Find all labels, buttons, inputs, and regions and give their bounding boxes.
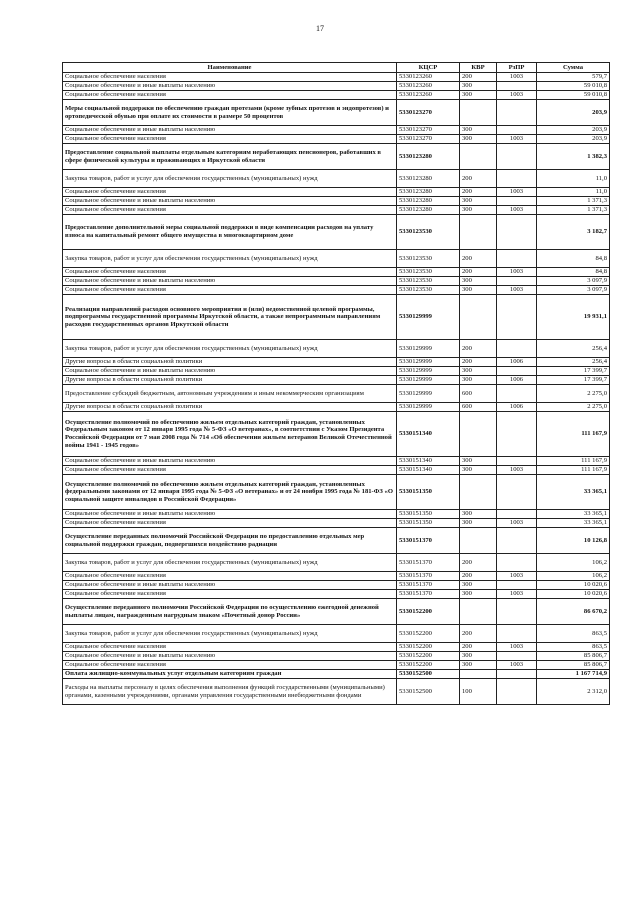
table-row <box>63 268 610 277</box>
cell-rzpr <box>497 599 537 625</box>
cell-sum: 10 126,8 <box>537 528 610 554</box>
table-row <box>63 376 610 385</box>
cell-kvr <box>460 475 497 510</box>
cell-name: Социальное обеспечение населения <box>63 590 397 599</box>
cell-rzpr: 1003 <box>497 643 537 652</box>
cell-kvr: 200 <box>460 188 497 197</box>
cell-rzpr: 1006 <box>497 358 537 367</box>
cell-kcsr: 5330123530 <box>397 286 460 295</box>
cell-kvr: 300 <box>460 82 497 91</box>
cell-kvr: 200 <box>460 625 497 643</box>
cell-name: Социальное обеспечение населения <box>63 206 397 215</box>
cell-rzpr <box>497 126 537 135</box>
cell-kvr: 300 <box>460 661 497 670</box>
header-rzpr: РзПР <box>497 63 537 73</box>
cell-sum: 85 806,7 <box>537 652 610 661</box>
cell-kcsr: 5330123270 <box>397 135 460 144</box>
cell-name: Социальное обеспечение и иные выплаты населению <box>63 126 397 135</box>
cell-kvr: 300 <box>460 457 497 466</box>
table-row <box>63 197 610 206</box>
cell-name: Закупка товаров, работ и услуг для обеспечения государственных (муниципальных) нужд <box>63 625 397 643</box>
cell-rzpr <box>497 475 537 510</box>
cell-rzpr: 1003 <box>497 661 537 670</box>
cell-sum: 863,5 <box>537 643 610 652</box>
cell-rzpr: 1003 <box>497 590 537 599</box>
cell-kvr: 300 <box>460 510 497 519</box>
cell-name: Социальное обеспечение и иные выплаты населению <box>63 457 397 466</box>
cell-sum: 111 167,9 <box>537 466 610 475</box>
table-row <box>63 510 610 519</box>
table-row <box>63 144 610 170</box>
cell-rzpr <box>497 250 537 268</box>
cell-sum: 10 020,6 <box>537 590 610 599</box>
cell-sum: 11,0 <box>537 170 610 188</box>
cell-kcsr: 5330123260 <box>397 82 460 91</box>
cell-kvr: 200 <box>460 170 497 188</box>
cell-name: Осуществление полномочий по обеспечению жильем отдельных категорий граждан, установленных федеральными законами от 12 января 1995 года № 5-ФЗ «О ветеранах» и от 24 ноября 1995 года № 181-ФЗ «О социальной защите инвалидов в Российской Федерации» <box>63 475 397 510</box>
table-row <box>63 412 610 457</box>
cell-kvr: 300 <box>460 126 497 135</box>
table-row <box>63 528 610 554</box>
cell-kcsr: 5330152200 <box>397 643 460 652</box>
cell-kvr: 200 <box>460 340 497 358</box>
table-row <box>63 643 610 652</box>
cell-rzpr <box>497 367 537 376</box>
cell-sum: 863,5 <box>537 625 610 643</box>
cell-name: Меры социальной поддержки по обеспечению граждан протезами (кроме зубных протезов и эндопротезов) и ортопедической обувью при оплате их стоимости в размере 50 процентов <box>63 100 397 126</box>
cell-kcsr: 5330151340 <box>397 457 460 466</box>
cell-kvr: 200 <box>460 268 497 277</box>
cell-sum: 106,2 <box>537 572 610 581</box>
cell-name: Социальное обеспечение населения <box>63 135 397 144</box>
cell-kvr: 300 <box>460 519 497 528</box>
cell-kvr: 300 <box>460 581 497 590</box>
cell-kvr: 200 <box>460 572 497 581</box>
cell-rzpr: 1006 <box>497 376 537 385</box>
table-row <box>63 126 610 135</box>
cell-kvr <box>460 215 497 250</box>
cell-rzpr <box>497 625 537 643</box>
cell-sum: 86 670,2 <box>537 599 610 625</box>
table-row <box>63 652 610 661</box>
cell-sum: 2 275,0 <box>537 385 610 403</box>
table-row <box>63 385 610 403</box>
cell-kcsr: 5330129999 <box>397 367 460 376</box>
cell-sum: 33 365,1 <box>537 510 610 519</box>
header-kvr: КВР <box>460 63 497 73</box>
cell-kcsr: 5330151370 <box>397 590 460 599</box>
cell-name: Закупка товаров, работ и услуг для обеспечения государственных (муниципальных) нужд <box>63 250 397 268</box>
cell-rzpr: 1003 <box>497 519 537 528</box>
table-header-row <box>63 63 610 73</box>
cell-rzpr <box>497 670 537 679</box>
cell-rzpr <box>497 295 537 340</box>
cell-sum: 203,9 <box>537 135 610 144</box>
cell-name: Закупка товаров, работ и услуг для обеспечения государственных (муниципальных) нужд <box>63 340 397 358</box>
cell-name: Предоставление субсидий бюджетным, автономным учреждениям и иным некоммерческим организациям <box>63 385 397 403</box>
cell-name: Реализация направлений расходов основного мероприятия и (или) ведомственной целевой программы, подпрограммы государственной программы Иркутской области, а также непрограммным направлениям расходов государственных органов Иркутской области <box>63 295 397 340</box>
table-row <box>63 625 610 643</box>
table-row <box>63 250 610 268</box>
table-row <box>63 286 610 295</box>
cell-kcsr: 5330123530 <box>397 215 460 250</box>
table-row <box>63 519 610 528</box>
cell-kcsr: 5330123280 <box>397 144 460 170</box>
table-row <box>63 215 610 250</box>
table-row <box>63 82 610 91</box>
table-row <box>63 661 610 670</box>
table-row <box>63 599 610 625</box>
cell-kvr <box>460 599 497 625</box>
table-row <box>63 73 610 82</box>
cell-rzpr: 1003 <box>497 188 537 197</box>
cell-rzpr <box>497 652 537 661</box>
cell-kvr <box>460 100 497 126</box>
cell-sum: 256,4 <box>537 358 610 367</box>
table-row <box>63 170 610 188</box>
cell-kcsr: 5330123260 <box>397 91 460 100</box>
cell-kvr <box>460 528 497 554</box>
cell-name: Социальное обеспечение населения <box>63 643 397 652</box>
cell-kcsr: 5330151370 <box>397 554 460 572</box>
cell-kvr: 600 <box>460 385 497 403</box>
cell-kcsr: 5330152500 <box>397 679 460 705</box>
cell-kcsr: 5330123280 <box>397 206 460 215</box>
cell-sum: 106,2 <box>537 554 610 572</box>
cell-rzpr <box>497 197 537 206</box>
cell-kvr <box>460 144 497 170</box>
cell-name: Осуществление полномочий по обеспечению жильем отдельных категорий граждан, установленных Федеральным законом от 12 января 1995 года № 5-ФЗ «О ветеранах», в соответствии с Указом Президента Российской Федерации от 7 мая 2008 года № 714 «Об обеспечении жильем ветеранов Великой Отечественной войны 1941 - 1945 годов» <box>63 412 397 457</box>
cell-sum: 203,9 <box>537 126 610 135</box>
cell-sum: 59 010,8 <box>537 82 610 91</box>
cell-kcsr: 5330123280 <box>397 188 460 197</box>
cell-name: Закупка товаров, работ и услуг для обеспечения государственных (муниципальных) нужд <box>63 170 397 188</box>
cell-kcsr: 5330151350 <box>397 475 460 510</box>
cell-kcsr: 5330152500 <box>397 670 460 679</box>
cell-kvr: 200 <box>460 250 497 268</box>
cell-rzpr: 1003 <box>497 135 537 144</box>
cell-kvr: 200 <box>460 358 497 367</box>
table-row <box>63 277 610 286</box>
cell-kcsr: 5330151370 <box>397 581 460 590</box>
cell-kvr: 100 <box>460 679 497 705</box>
cell-kvr: 300 <box>460 466 497 475</box>
cell-kcsr: 5330129999 <box>397 340 460 358</box>
cell-sum: 33 365,1 <box>537 519 610 528</box>
cell-name: Осуществление переданных полномочий Российской Федерации по предоставлению отдельных мер социальной поддержки граждан, подвергшихся воздействию радиации <box>63 528 397 554</box>
table-row <box>63 135 610 144</box>
cell-kcsr: 5330151340 <box>397 466 460 475</box>
cell-kvr: 300 <box>460 135 497 144</box>
cell-rzpr: 1006 <box>497 403 537 412</box>
table-row <box>63 188 610 197</box>
header-name: Наименование <box>63 63 397 73</box>
cell-name: Социальное обеспечение населения <box>63 661 397 670</box>
table-row <box>63 670 610 679</box>
cell-kvr: 300 <box>460 91 497 100</box>
cell-name: Социальное обеспечение населения <box>63 286 397 295</box>
cell-kvr: 300 <box>460 376 497 385</box>
cell-rzpr <box>497 528 537 554</box>
cell-rzpr: 1003 <box>497 466 537 475</box>
cell-rzpr: 1003 <box>497 73 537 82</box>
cell-kvr: 300 <box>460 206 497 215</box>
cell-sum: 19 931,1 <box>537 295 610 340</box>
header-sum: Сумма <box>537 63 610 73</box>
cell-name: Социальное обеспечение и иные выплаты населению <box>63 367 397 376</box>
cell-kcsr: 5330129999 <box>397 358 460 367</box>
cell-rzpr: 1003 <box>497 572 537 581</box>
table-row <box>63 340 610 358</box>
header-kcsr: КЦСР <box>397 63 460 73</box>
table-row <box>63 590 610 599</box>
cell-name: Оплата жилищно-коммунальных услуг отдельным категориям граждан <box>63 670 397 679</box>
cell-sum: 1 167 714,9 <box>537 670 610 679</box>
cell-name: Другие вопросы в области социальной политики <box>63 376 397 385</box>
cell-kcsr: 5330152200 <box>397 599 460 625</box>
cell-kvr: 600 <box>460 403 497 412</box>
cell-sum: 1 371,3 <box>537 197 610 206</box>
table-row <box>63 100 610 126</box>
cell-sum: 2 312,0 <box>537 679 610 705</box>
cell-kcsr: 5330152200 <box>397 625 460 643</box>
cell-name: Предоставление дополнительной меры социальной поддержки в виде компенсации расходов на уплату взноса на капитальный ремонт общего имущества в многоквартирном доме <box>63 215 397 250</box>
cell-kcsr: 5330123270 <box>397 126 460 135</box>
cell-kcsr: 5330151370 <box>397 572 460 581</box>
table-row <box>63 457 610 466</box>
table-row <box>63 91 610 100</box>
cell-sum: 17 399,7 <box>537 376 610 385</box>
table-row <box>63 403 610 412</box>
cell-kvr: 200 <box>460 554 497 572</box>
page-number: 17 <box>316 24 324 33</box>
cell-kcsr: 5330151370 <box>397 528 460 554</box>
table-row <box>63 358 610 367</box>
cell-rzpr <box>497 277 537 286</box>
cell-sum: 17 399,7 <box>537 367 610 376</box>
cell-kvr: 300 <box>460 286 497 295</box>
cell-sum: 10 020,6 <box>537 581 610 590</box>
budget-table <box>62 62 610 705</box>
cell-rzpr <box>497 412 537 457</box>
cell-rzpr <box>497 457 537 466</box>
table-row <box>63 295 610 340</box>
cell-kcsr: 5330129999 <box>397 403 460 412</box>
cell-name: Осуществление переданного полномочия Российской Федерации по осуществлению ежегодной денежной выплаты лицам, награжденным нагрудным знаком «Почетный донор России» <box>63 599 397 625</box>
cell-kcsr: 5330129999 <box>397 295 460 340</box>
cell-name: Другие вопросы в области социальной политики <box>63 358 397 367</box>
cell-name: Социальное обеспечение населения <box>63 572 397 581</box>
cell-kcsr: 5330123260 <box>397 73 460 82</box>
cell-name: Социальное обеспечение населения <box>63 73 397 82</box>
cell-kcsr: 5330123530 <box>397 277 460 286</box>
cell-sum: 33 365,1 <box>537 475 610 510</box>
cell-rzpr: 1003 <box>497 91 537 100</box>
table-row <box>63 475 610 510</box>
cell-rzpr <box>497 581 537 590</box>
cell-name: Другие вопросы в области социальной политики <box>63 403 397 412</box>
cell-sum: 203,9 <box>537 100 610 126</box>
cell-rzpr <box>497 510 537 519</box>
cell-kvr <box>460 412 497 457</box>
cell-kvr: 200 <box>460 643 497 652</box>
table-body <box>63 73 610 705</box>
cell-kcsr: 5330123270 <box>397 100 460 126</box>
cell-rzpr <box>497 679 537 705</box>
table-row <box>63 581 610 590</box>
cell-name: Социальное обеспечение населения <box>63 91 397 100</box>
cell-sum: 3 182,7 <box>537 215 610 250</box>
cell-kvr <box>460 670 497 679</box>
cell-name: Социальное обеспечение и иные выплаты населению <box>63 581 397 590</box>
cell-sum: 256,4 <box>537 340 610 358</box>
cell-sum: 1 371,3 <box>537 206 610 215</box>
cell-rzpr <box>497 144 537 170</box>
cell-rzpr <box>497 554 537 572</box>
cell-name: Социальное обеспечение и иные выплаты населению <box>63 197 397 206</box>
cell-rzpr: 1003 <box>497 268 537 277</box>
cell-kcsr: 5330151340 <box>397 412 460 457</box>
cell-kcsr: 5330123530 <box>397 250 460 268</box>
cell-sum: 111 167,9 <box>537 412 610 457</box>
cell-name: Социальное обеспечение населения <box>63 466 397 475</box>
cell-name: Социальное обеспечение и иные выплаты населению <box>63 277 397 286</box>
cell-name: Социальное обеспечение и иные выплаты населению <box>63 82 397 91</box>
cell-kcsr: 5330151350 <box>397 510 460 519</box>
cell-kcsr: 5330152200 <box>397 652 460 661</box>
cell-kcsr: 5330123530 <box>397 268 460 277</box>
cell-kcsr: 5330123280 <box>397 170 460 188</box>
table-row <box>63 466 610 475</box>
cell-kvr: 200 <box>460 73 497 82</box>
cell-sum: 579,7 <box>537 73 610 82</box>
cell-kvr: 300 <box>460 367 497 376</box>
cell-sum: 84,8 <box>537 250 610 268</box>
table-row <box>63 679 610 705</box>
cell-kcsr: 5330129999 <box>397 376 460 385</box>
cell-kvr: 300 <box>460 277 497 286</box>
cell-kcsr: 5330123280 <box>397 197 460 206</box>
cell-sum: 3 097,9 <box>537 277 610 286</box>
cell-rzpr <box>497 100 537 126</box>
cell-kvr <box>460 295 497 340</box>
cell-kcsr: 5330151350 <box>397 519 460 528</box>
cell-sum: 84,8 <box>537 268 610 277</box>
table-row <box>63 572 610 581</box>
cell-kcsr: 5330129999 <box>397 385 460 403</box>
cell-rzpr <box>497 340 537 358</box>
cell-sum: 3 097,9 <box>537 286 610 295</box>
cell-rzpr <box>497 215 537 250</box>
cell-rzpr: 1003 <box>497 286 537 295</box>
cell-kvr: 300 <box>460 590 497 599</box>
cell-sum: 85 806,7 <box>537 661 610 670</box>
cell-rzpr <box>497 82 537 91</box>
table-row <box>63 554 610 572</box>
cell-name: Расходы на выплаты персоналу в целях обеспечения выполнения функций государственными (муниципальными) органами, казенными учреждениями, органами управления государственными внебюджетными фондами <box>63 679 397 705</box>
cell-kcsr: 5330152200 <box>397 661 460 670</box>
cell-kvr: 300 <box>460 652 497 661</box>
cell-rzpr <box>497 170 537 188</box>
cell-name: Социальное обеспечение населения <box>63 519 397 528</box>
cell-name: Социальное обеспечение и иные выплаты населению <box>63 510 397 519</box>
cell-sum: 111 167,9 <box>537 457 610 466</box>
cell-name: Социальное обеспечение населения <box>63 268 397 277</box>
cell-sum: 1 382,3 <box>537 144 610 170</box>
cell-sum: 11,0 <box>537 188 610 197</box>
cell-kvr: 300 <box>460 197 497 206</box>
table-row <box>63 367 610 376</box>
cell-sum: 2 275,0 <box>537 403 610 412</box>
cell-name: Закупка товаров, работ и услуг для обеспечения государственных (муниципальных) нужд <box>63 554 397 572</box>
cell-rzpr: 1003 <box>497 206 537 215</box>
cell-rzpr <box>497 385 537 403</box>
cell-name: Социальное обеспечение и иные выплаты населению <box>63 652 397 661</box>
cell-sum: 59 010,8 <box>537 91 610 100</box>
cell-name: Предоставление социальной выплаты отдельным категориям неработающих пенсионеров, работавших в сфере физической культуры и проживающих в Иркутской области <box>63 144 397 170</box>
table-row <box>63 206 610 215</box>
cell-name: Социальное обеспечение населения <box>63 188 397 197</box>
